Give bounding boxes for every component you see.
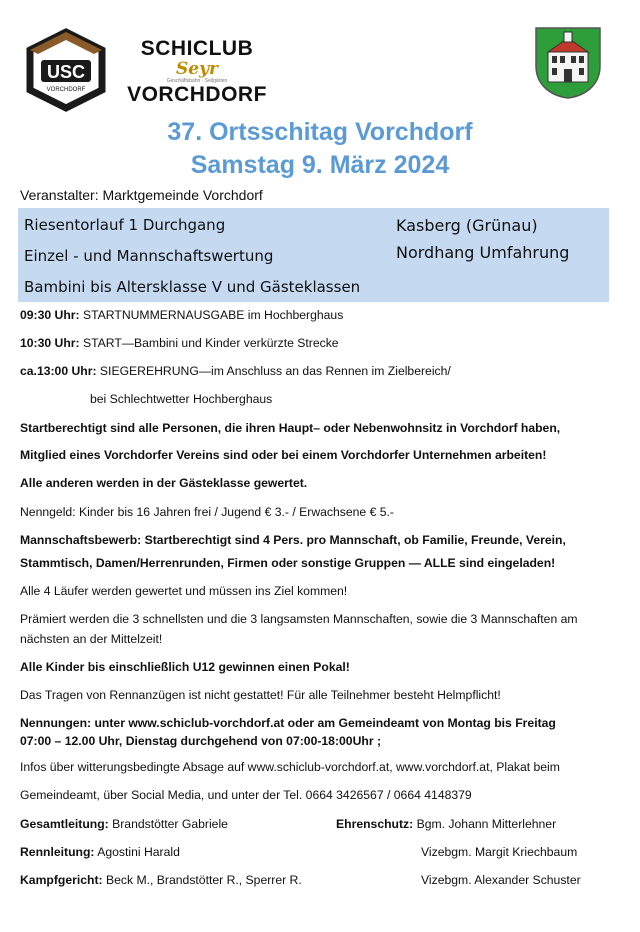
- schedule-text: STARTNUMMERNAUSGABE im Hochberghaus: [79, 308, 344, 322]
- race-location-2: Nordhang Umfahrung: [396, 243, 570, 262]
- patron-label: Ehrenschutz:: [336, 817, 414, 831]
- schedule-time: ca.13:00 Uhr:: [20, 364, 97, 378]
- coat-of-arms-icon: [534, 26, 602, 100]
- patron-row: [336, 817, 556, 831]
- entry-fee: Nenngeld: Kinder bis 16 Jahren frei / Jugend € 3.- / Erwachsene € 5.-: [20, 505, 394, 519]
- club-name-small: Geschäftsbahn · Seilgärten: [166, 78, 228, 84]
- official-name: Beck M., Brandstötter R., Sperrer R.: [102, 873, 302, 887]
- helmet-note: Das Tragen von Rennanzügen ist nicht gestattet! Für alle Teilnehmer besteht Helmpflicht!: [20, 688, 501, 702]
- club-name-top: SCHICLUB: [140, 37, 254, 60]
- race-info-left-2: Einzel - und Mannschaftswertung: [24, 247, 274, 265]
- official-row: [20, 845, 180, 859]
- race-location-1: Kasberg (Grünau): [396, 216, 538, 235]
- awards-2: nächsten an der Mittelzeit!: [20, 632, 163, 646]
- club-name-sponsor: Seyr: [176, 59, 218, 79]
- start-rights-1: Startberechtigt sind alle Personen, die ihren Haupt– oder Nebenwohnsitz in Vorchdorf haben,: [20, 421, 561, 435]
- start-rights-2: Mitglied eines Vorchdorfer Vereins sind oder bei einem Vorchdorfer Unternehmen arbeiten!: [20, 448, 547, 462]
- organizer: Veranstalter: Marktgemeinde Vorchdorf: [20, 187, 263, 203]
- official-label: Kampfgericht:: [20, 873, 103, 887]
- usc-logo-sub: VORCHDORF: [46, 87, 86, 93]
- official-name: Agostini Harald: [94, 845, 180, 859]
- registration-2: 07:00 – 12.00 Uhr, Dienstag durchgehend von 07:00-18:00Uhr ;: [20, 734, 382, 748]
- awards-1: Prämiert werden die 3 schnellsten und die 3 langsamsten Mannschaften, sowie die 3 Mannschaften am: [20, 612, 578, 626]
- race-info-left-1: Riesentorlauf 1 Durchgang: [24, 216, 226, 234]
- official-row: [20, 873, 302, 887]
- usc-logo: [24, 28, 108, 112]
- event-title: 37. Ortsschitag Vorchdorf: [167, 118, 473, 146]
- club-name-bottom: VORCHDORF: [127, 83, 267, 106]
- team-competition-2: Stammtisch, Damen/Herrenrunden, Firmen oder sonstige Gruppen — ALLE sind eingeladen!: [20, 556, 556, 570]
- schedule-row: [20, 336, 339, 350]
- patron-name-3: Vizebgm. Alexander Schuster: [421, 873, 581, 887]
- registration-1: Nennungen: unter www.schiclub-vorchdorf.at oder am Gemeindeamt von Montag bis Freitag: [20, 716, 556, 730]
- schedule-text: START—Bambini und Kinder verkürzte Strecke: [79, 336, 339, 350]
- schedule-continuation: bei Schlechtwetter Hochberghaus: [90, 392, 273, 406]
- kids-trophy: Alle Kinder bis einschließlich U12 gewinnen einen Pokal!: [20, 660, 350, 674]
- schedule-row: [20, 364, 451, 378]
- official-label: Gesamtleitung:: [20, 817, 109, 831]
- runners-note: Alle 4 Läufer werden gewertet und müssen ins Ziel kommen!: [20, 584, 348, 598]
- race-info-left-3: Bambini bis Altersklasse V und Gästeklassen: [24, 278, 361, 296]
- official-label: Rennleitung:: [20, 845, 95, 859]
- usc-logo-text: USC: [46, 62, 86, 82]
- club-name: [122, 38, 272, 106]
- official-row: [20, 817, 228, 831]
- event-date: Samstag 9. März 2024: [190, 151, 450, 179]
- info-2: Gemeindeamt, über Social Media, und unter der Tel. 0664 3426567 / 0664 4148379: [20, 788, 472, 802]
- info-1: Infos über witterungsbedingte Absage auf www.schiclub-vorchdorf.at, www.vorchdorf.at, Plakat beim: [20, 760, 560, 774]
- schedule-time: 09:30 Uhr:: [20, 308, 80, 322]
- schedule-row: [20, 308, 343, 322]
- patron-name: Bgm. Johann Mitterlehner: [413, 817, 557, 831]
- official-name: Brandstötter Gabriele: [108, 817, 228, 831]
- schedule-time: 10:30 Uhr:: [20, 336, 80, 350]
- patron-name-2: Vizebgm. Margit Kriechbaum: [421, 845, 578, 859]
- schedule-text: SIEGEREHRUNG—im Anschluss an das Rennen im Zielbereich/: [96, 364, 451, 378]
- team-competition-1: Mannschaftsbewerb: Startberechtigt sind 4 Pers. pro Mannschaft, ob Familie, Freunde, Verein,: [20, 533, 566, 547]
- start-rights-3: Alle anderen werden in der Gästeklasse gewertet.: [20, 476, 308, 490]
